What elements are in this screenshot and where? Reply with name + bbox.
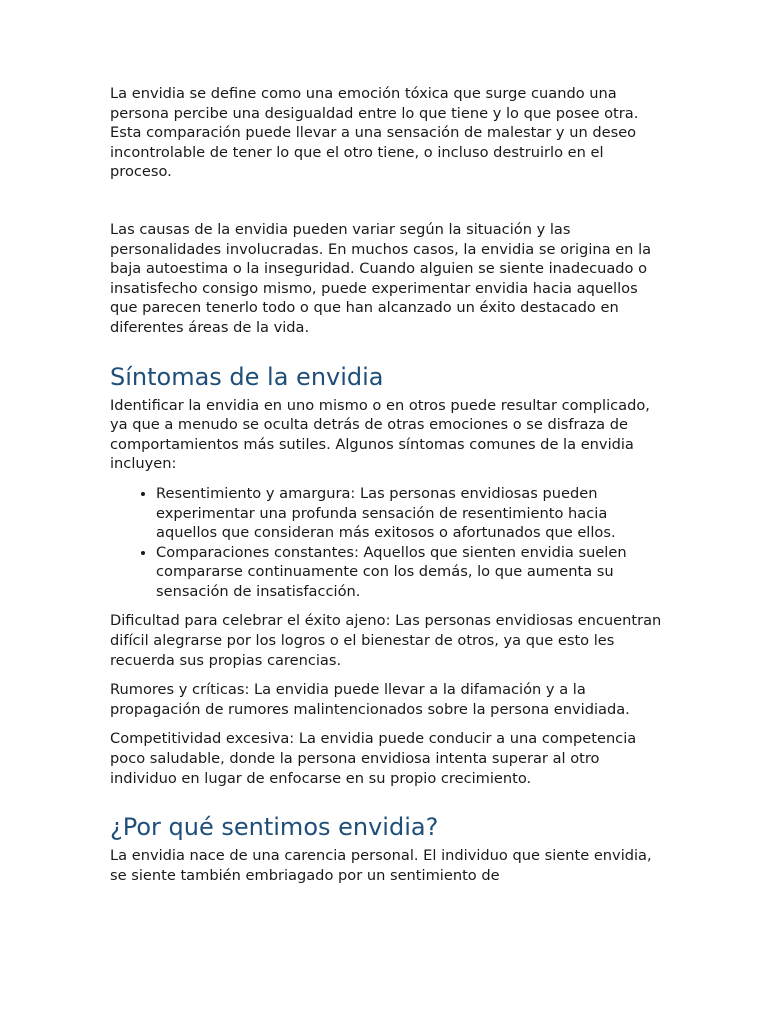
document-page — [110, 84, 662, 885]
section2-paragraph: La envidia nace de una carencia personal. El individuo que siente envidia, se siente también embriagado por un sentimiento de — [110, 847, 652, 884]
intro-paragraph-1: La envidia se define como una emoción tóxica que surge cuando una persona percibe una desigualdad entre lo que tiene y lo que posee otra. Esta comparación puede llevar a una sensación de malestar y un deseo incontrolable de tener lo que el otro tiene, o incluso destruirlo en el proceso. — [110, 85, 639, 181]
section1-paragraph: Rumores y críticas: La envidia puede llevar a la difamación y a la propagación de rumores malintencionados sobre la persona envidiada. — [110, 681, 630, 718]
section-heading-sintomas: Síntomas de la envidia — [110, 362, 384, 391]
section1-paragraph: Dificultad para celebrar el éxito ajeno: Las personas envidiosas encuentran difícil alegrarse por los logros o el bienestar de otros, ya que esto les recuerda sus propias carencias. — [110, 612, 662, 669]
bullet-item: • Comparaciones constantes: Aquellos que sienten envidia suelen compararse continuamente con los demás, lo que aumenta su sensación de insatisfacción. — [156, 543, 662, 602]
section1-paragraph: Competitividad excesiva: La envidia puede conducir a una competencia poco saludable, donde la persona envidiosa intenta superar al otro individuo en lugar de enfocarse en su propio crecimiento. — [110, 730, 637, 787]
intro-paragraph-2: Las causas de la envidia pueden variar según la situación y las personalidades involucradas. En muchos casos, la envidia se origina en la baja autoestima o la inseguridad. Cuando alguien se siente inadecuado o insatisfecho consigo mismo, puede experimentar envidia hacia aquellos que parecen tenerlo todo o que han alcanzado un éxito destacado en diferentes áreas de la vida. — [110, 220, 652, 336]
symptoms-bullet-list — [110, 484, 662, 602]
bullet-item: • Resentimiento y amargura: Las personas envidiosas pueden experimentar una profunda sensación de resentimiento hacia aquellos que consideran más exitosos o afortunados que ellos. — [156, 484, 662, 543]
section-heading-por-que: ¿Por qué sentimos envidia? — [110, 813, 439, 842]
section1-intro-paragraph: Identificar la envidia en uno mismo o en otros puede resultar complicado, ya que a menudo se oculta detrás de otras emociones o se disfraza de comportamientos más sutiles. Algunos síntomas comunes de la envidia incluyen: — [110, 396, 650, 473]
